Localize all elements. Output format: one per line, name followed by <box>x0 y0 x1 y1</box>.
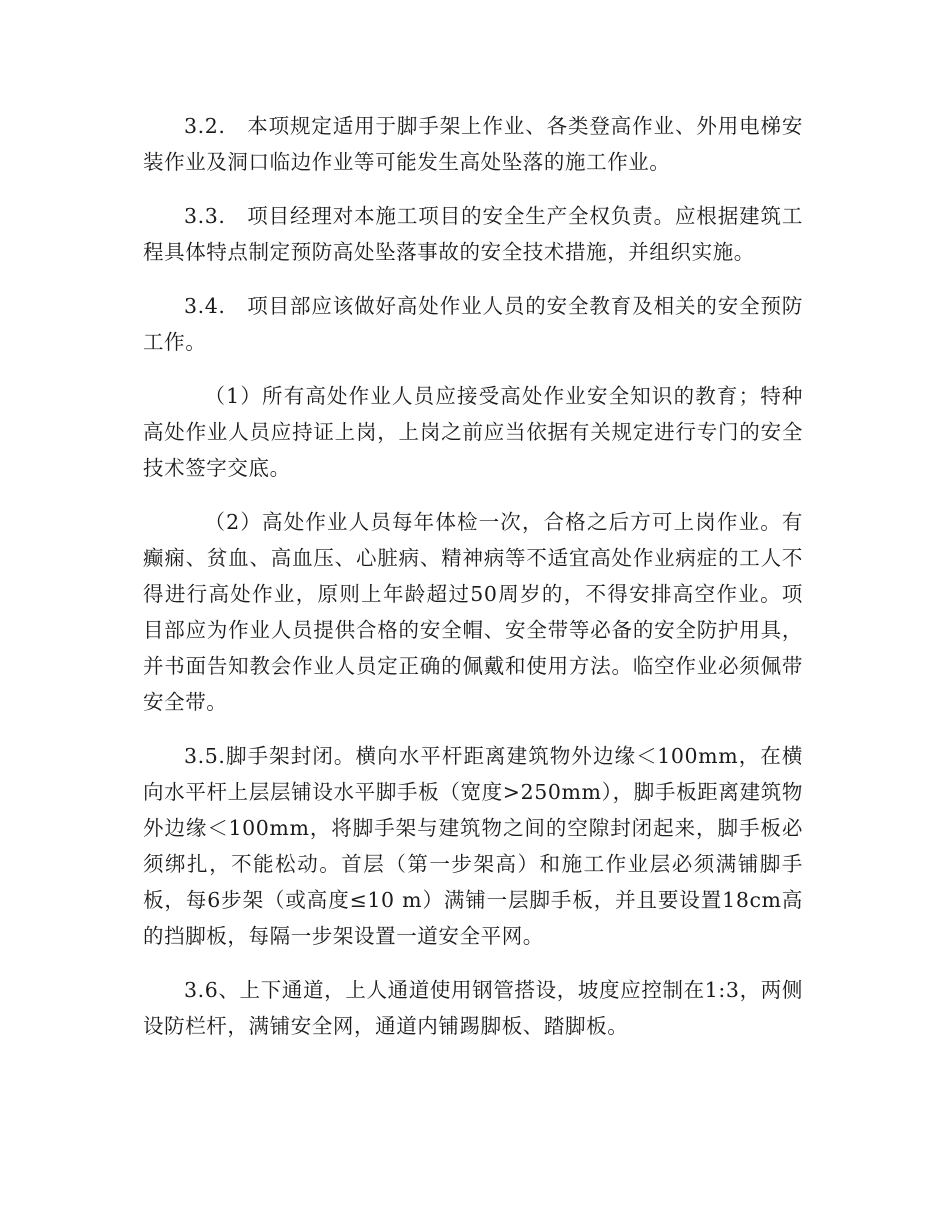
clause-3-2-paragraph: 3.2. 本项规定适用于脚手架上作业、各类登高作业、外用电梯安装作业及洞口临边作业等可能发生高处坠落的施工作业。 <box>143 114 803 174</box>
document-page <box>143 108 803 1062</box>
clause-3-4-item-2-paragraph: （2）高处作业人员每年体检一次，合格之后方可上岗作业。有癫痫、贫血、高血压、心脏病、精神病等不适宜高处作业病症的工人不得进行高处作业，原则上年龄超过50周岁的，不得安排高空作业。项目部应为作业人员提供合格的安全帽、安全带等必备的安全防护用具，并书面告知教会作业人员定正确的佩戴和使用方法。临空作业必须佩带安全带。 <box>143 510 803 714</box>
clause-3-4-item-1-paragraph: （1）所有高处作业人员应接受高处作业安全知识的教育；特种高处作业人员应持证上岗，上岗之前应当依据有关规定进行专门的安全技术签字交底。 <box>143 384 803 480</box>
clause-3-3-paragraph: 3.3. 项目经理对本施工项目的安全生产全权负责。应根据建筑工程具体特点制定预防高处坠落事故的安全技术措施，并组织实施。 <box>143 204 803 264</box>
clause-3-5-paragraph: 3.5.脚手架封闭。横向水平杆距离建筑物外边缘＜100mm，在横向水平杆上层层铺设水平脚手板（宽度>250mm），脚手板距离建筑物外边缘＜100mm，将脚手架与建筑物之间的空隙封闭起来，脚手板必须绑扎，不能松动。首层（第一步架高）和施工作业层必须满铺脚手板，每6步架（或高度≤10 m）满铺一层脚手板，并且要设置18cm高的挡脚板，每隔一步架设置一道安全平网。 <box>143 744 803 948</box>
clause-3-6-paragraph: 3.6、上下通道，上人通道使用钢管搭设，坡度应控制在1:3，两侧设防栏杆，满铺安全网，通道内铺踢脚板、踏脚板。 <box>143 978 803 1038</box>
clause-3-4-paragraph: 3.4. 项目部应该做好高处作业人员的安全教育及相关的安全预防工作。 <box>143 294 803 354</box>
